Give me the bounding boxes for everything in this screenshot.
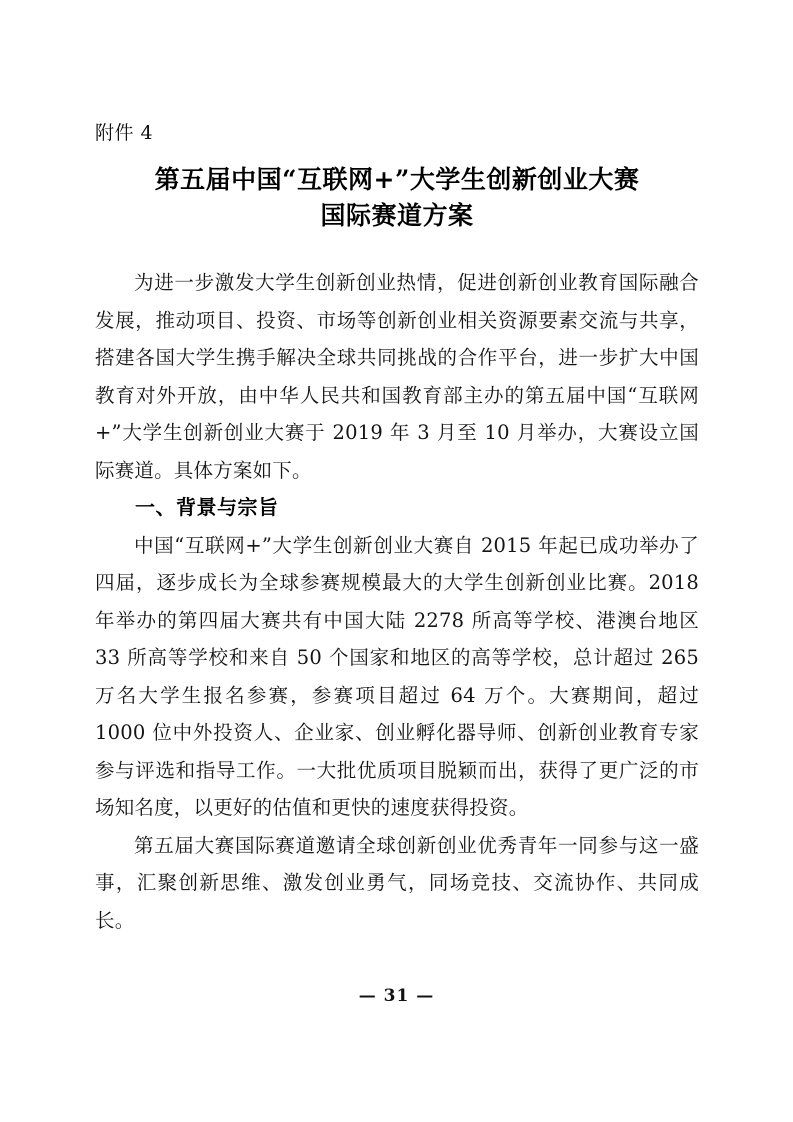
section1-paragraph-1: 中国“互联网+”大学生创新创业大赛自 2015 年起已成功举办了四届，逐步成长为全球参赛规模最大的大学生创新创业比赛。2018 年举办的第四届大赛共有中国大陆 2278 所高等学校、港澳台地区 33 所高等学校和来自 50 个国家和地区的高等学校，总计超过 265 万名大学生报名参赛，参赛项目超过 64 万个。大赛期间，超过 1000 位中外投资人、企业家、创业孵化器导师、创新创业教育专家参与评选和指导工作。一大批优质项目脱颖而出，获得了更广泛的市场知名度，以更好的估值和更快的速度获得投资。	[95, 533, 699, 819]
document-content	[95, 118, 699, 939]
document-body	[95, 264, 699, 939]
attachment-label: 附件 4	[95, 122, 154, 144]
intro-paragraph: 为进一步激发大学生创新创业热情，促进创新创业教育国际融合发展，推动项目、投资、市场等创新创业相关资源要素交流与共享，搭建各国大学生携手解决全球共同挑战的合作平台，进一步扩大中国教育对外开放，由中华人民共和国教育部主办的第五届中国“互联网+”大学生创新创业大赛于 2019 年 3 月至 10 月举办，大赛设立国际赛道。具体方案如下。	[95, 271, 699, 482]
page-title-line-1: 第五届中国“互联网+”大学生创新创业大赛	[154, 165, 640, 194]
section1-paragraph-2: 第五届大赛国际赛道邀请全球创新创业优秀青年一同参与这一盛事，汇聚创新思维、激发创业勇气，同场竞技、交流协作、共同成长。	[95, 833, 699, 932]
page-title	[95, 162, 699, 234]
section-heading-background-and-purpose: 一、背景与宗旨	[135, 495, 279, 519]
page-number: — 31 —	[358, 986, 435, 1006]
page-title-line-2: 国际赛道方案	[320, 201, 474, 230]
